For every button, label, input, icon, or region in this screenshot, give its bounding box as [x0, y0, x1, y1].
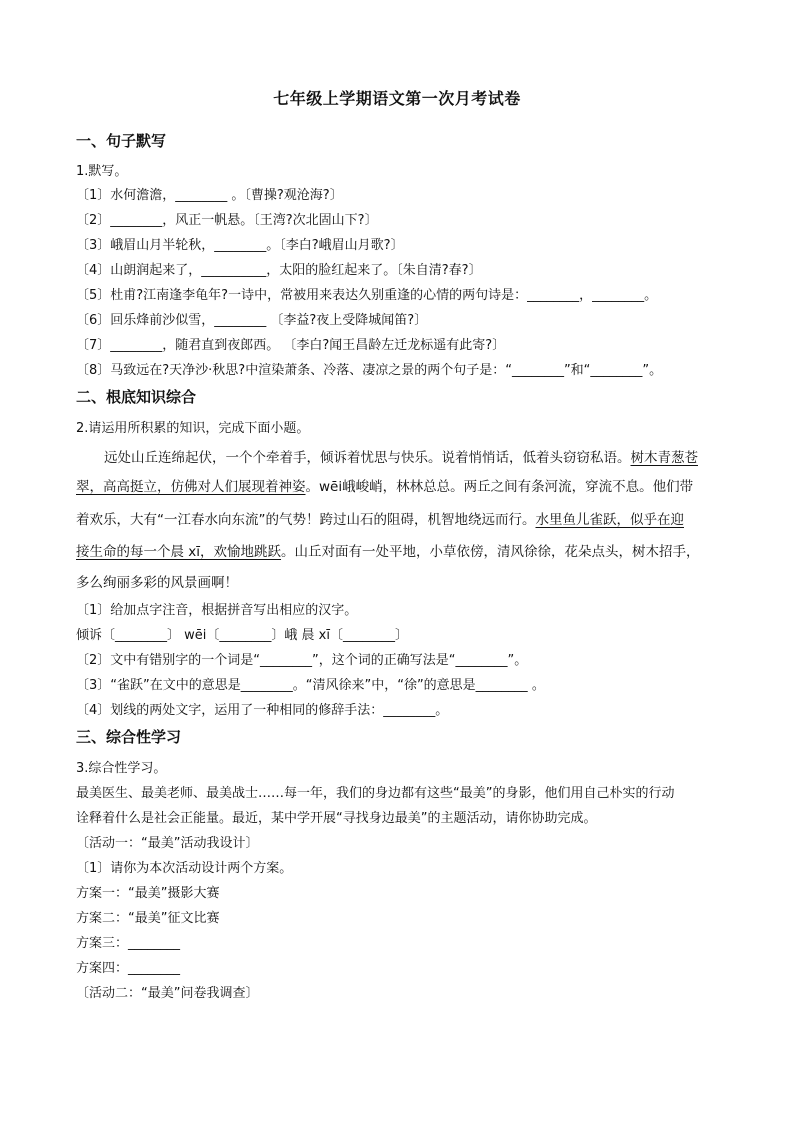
q1-item-7: 〔7〕________，随君直到夜郎西。 〔李白?闻王昌龄左迁龙标遥有此寄?〕	[76, 338, 506, 353]
passage-text: 。山丘对面有一处平地，小草依傍，清风徐徐，花朵点头，树木招手，	[281, 544, 700, 560]
q3-paragraph-line-2: 诠释着什么是社会正能量。最近，某中学开展“寻找身边最美”的主题活动，请你协助完成。	[76, 811, 597, 826]
plan-1: 方案一：“最美”摄影大赛	[76, 886, 220, 901]
q1-item-6: 〔6〕回乐烽前沙似雪，________ 〔李益?夜上受降城闻笛?〕	[76, 313, 428, 328]
q1-item-8: 〔8〕马致远在?天净沙·秋思?中渲染萧条、冷落、凄凉之景的两个句子是：“________”和“________”。	[76, 363, 663, 378]
section-heading-1: 一、句子默写	[76, 132, 167, 150]
section-heading-2: 二、根底知识综合	[76, 388, 197, 406]
plan-4: 方案四：________	[76, 961, 181, 976]
underlined-phrase-2: 水里鱼儿雀跃，似乎在迎	[535, 512, 684, 528]
plan-3: 方案三：________	[76, 936, 181, 951]
passage-text: 着欢乐，大有“一江春水向东流”的气势！跨过山石的阻碍，机智地绕远而行。	[76, 512, 536, 528]
underlined-phrase-1: 树木青葱苍	[630, 450, 698, 466]
page-title: 七年级上学期语文第一次月考试卷	[273, 89, 521, 108]
q2-sub-4: 〔4〕划线的两处文字，运用了一种相同的修辞手法：________。	[76, 703, 449, 718]
underlined-phrase-1-cont: 翠，高高挺立，仿佛对人们展现着神姿	[76, 479, 306, 495]
plan-2: 方案二：“最美”征文比赛	[76, 911, 220, 926]
section-heading-3: 三、综合性学习	[76, 728, 182, 746]
passage-line-5: 多么绚丽多彩的风景画啊！	[76, 575, 238, 591]
q1-item-5: 〔5〕杜甫?江南逢李龟年?一诗中，常被用来表达久别重逢的心情的两句诗是：________，________。	[76, 288, 658, 303]
question-2-heading: 2.请运用所积累的知识，完成下面小题。	[76, 421, 310, 436]
passage-text: 。wēi峨峻峭，林林总总。两丘之间有条河流，穿流不息。他们带	[305, 479, 694, 495]
q3-paragraph-line-1: 最美医生、最美老师、最美战士……每一年，我们的身边都有这些“最美”的身影，他们用自己朴实的行动	[76, 786, 675, 801]
activity-2-heading: 〔活动二：“最美”问卷我调查〕	[76, 986, 259, 1001]
q2-sub-3: 〔3〕“雀跃”在文中的意思是________。“清风徐来”中，“徐”的意思是________ 。	[76, 678, 545, 693]
q2-sub-1: 〔1〕给加点字注音，根据拼音写出相应的汉字。	[76, 603, 358, 618]
q1-item-2: 〔2〕________，风正一帆悬。〔王湾?次北固山下?〕	[76, 213, 378, 228]
passage-line-1	[104, 449, 698, 467]
q3-sub-1: 〔1〕请你为本次活动设计两个方案。	[76, 861, 293, 876]
passage-text: 远处山丘连绵起伏，一个个牵着手，倾诉着忧思与快乐。说着悄悄话，低着头窃窃私语。	[104, 450, 631, 466]
q1-item-1: 〔1〕水何澹澹，________ 。〔曹操?观沧海?〕	[76, 188, 343, 203]
q1-item-4: 〔4〕山朗润起来了，__________，太阳的脸红起来了。〔朱自清?春?〕	[76, 263, 482, 278]
passage-line-4	[76, 543, 700, 561]
passage-line-2	[76, 478, 693, 496]
question-1-heading: 1.默写。	[76, 164, 128, 179]
activity-1-heading: 〔活动一：“最美”活动我设计〕	[76, 836, 259, 851]
q2-pinyin-blanks: 倾诉〔________〕 wēi〔________〕峨 晨 xī〔________〕	[76, 628, 408, 643]
q2-sub-2: 〔2〕文中有错别字的一个词是“________”，这个词的正确写法是“________”。	[76, 653, 528, 668]
passage-line-3	[76, 511, 684, 529]
question-3-heading: 3.综合性学习。	[76, 761, 167, 776]
q1-item-3: 〔3〕峨眉山月半轮秋，________。〔李白?峨眉山月歌?〕	[76, 238, 404, 253]
underlined-phrase-2-cont: 接生命的每一个晨 xī，欢愉地跳跃	[76, 544, 282, 560]
